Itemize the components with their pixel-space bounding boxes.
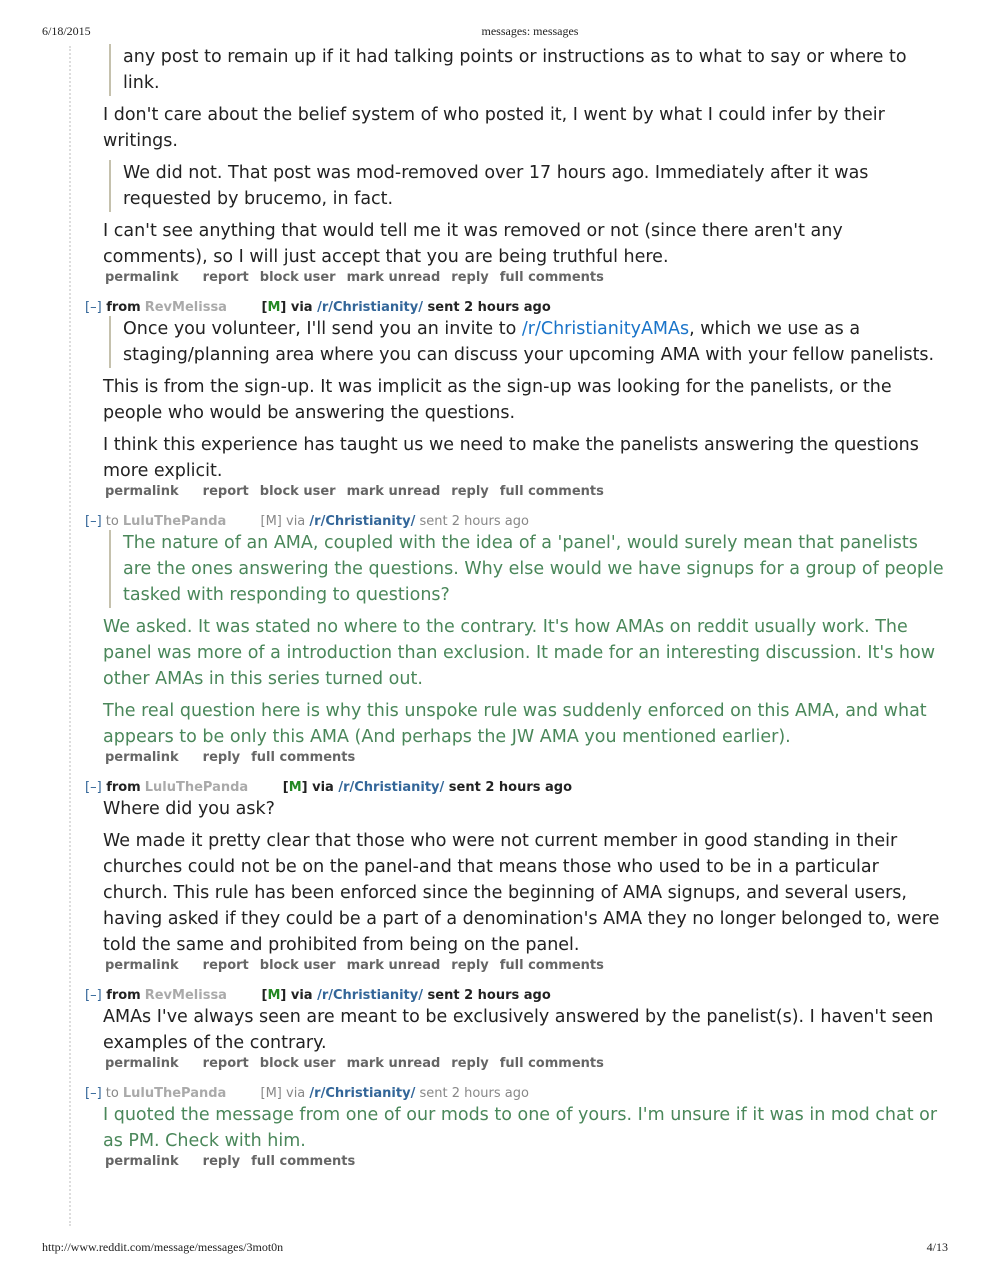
sent-time: sent 2 hours ago: [419, 1086, 529, 1101]
subreddit-link[interactable]: /r/Christianity/: [317, 988, 423, 1003]
message-actions: [105, 1056, 945, 1072]
full-comments-link[interactable]: full comments: [499, 270, 604, 285]
paragraph: AMAs I've always seen are meant to be exclusively answered by the panelist(s). I haven't seen examples of the contrary.: [103, 1007, 934, 1053]
message-header: [85, 300, 945, 316]
permalink-link[interactable]: permalink: [105, 270, 179, 285]
permalink-link[interactable]: permalink: [105, 958, 179, 973]
quote: [109, 530, 945, 608]
mod-badge: [M]: [260, 1086, 282, 1101]
sent-time: sent 2 hours ago: [427, 300, 551, 315]
subreddit-link[interactable]: /r/Christianity/: [309, 514, 416, 529]
message-body: [103, 1004, 945, 1056]
message-body: [103, 796, 945, 958]
quote: Once you volunteer, I'll send you an invite to /r/ChristianityAMAs, which we use as a staging/planning area where you can discuss your upcoming AMA with your fellow panelists.: [109, 316, 945, 368]
quote-text: We did not. That post was mod-removed over 17 hours ago. Immediately after it was requested by brucemo, in fact.: [123, 163, 869, 209]
quote-text: The nature of an AMA, coupled with the idea of a 'panel', would surely mean that panelists are the ones answering the questions. Why else would we have signups for a group of people tasked with responding to questions?: [123, 533, 944, 605]
permalink-link[interactable]: permalink: [105, 1154, 179, 1169]
page-number: 4/13: [926, 1240, 948, 1254]
paragraph: We asked. It was stated no where to the contrary. It's how AMAs on reddit usually work. The panel was more of a introduction than exclusion. It made for an interesting discussion. It's how other AMAs in this series turned out.: [103, 617, 936, 689]
message-from-revmelissa: [85, 300, 945, 500]
mod-badge: [M]: [260, 514, 282, 529]
collapse-toggle[interactable]: [–]: [85, 300, 102, 315]
report-link[interactable]: report: [202, 270, 249, 285]
via-label: via: [286, 514, 306, 529]
message-body: [103, 44, 945, 270]
message-actions: [105, 1154, 945, 1170]
report-link[interactable]: report: [202, 958, 249, 973]
block-user-link[interactable]: block user: [259, 958, 336, 973]
sent-time: sent 2 hours ago: [419, 514, 529, 529]
mark-unread-link[interactable]: mark unread: [346, 958, 441, 973]
quote: [109, 160, 945, 212]
paragraph: We made it pretty clear that those who were not current member in good standing in their churches could not be on the panel-and that means those who used to be in a particular church. This rule has been enforced since the beginning of AMA signups, and several users, having asked if they could be a part of a denomination's AMA they no longer belonged to, were told the same and prohibited from being on the panel.: [103, 831, 940, 955]
collapse-toggle[interactable]: [–]: [85, 514, 102, 529]
to-label: to: [105, 1086, 119, 1101]
via-label: via: [290, 988, 313, 1003]
paragraph: Where did you ask?: [103, 799, 275, 819]
message-actions: [105, 958, 945, 974]
author-link[interactable]: LuluThePanda: [144, 780, 249, 795]
message-actions: [105, 750, 945, 766]
mark-unread-link[interactable]: mark unread: [346, 1056, 441, 1071]
block-user-link[interactable]: block user: [259, 484, 336, 499]
collapse-toggle[interactable]: [–]: [85, 1086, 102, 1101]
full-comments-link[interactable]: full comments: [251, 750, 356, 765]
paragraph: I think this experience has taught us we need to make the panelists answering the questions more explicit.: [103, 435, 919, 481]
mark-unread-link[interactable]: mark unread: [346, 484, 441, 499]
report-link[interactable]: report: [202, 484, 249, 499]
message-continued: [85, 44, 945, 286]
message-actions: [105, 484, 945, 500]
subreddit-inline-link[interactable]: /r/ChristianityAMAs: [521, 319, 690, 339]
paragraph: I don't care about the belief system of who posted it, I went by what I could infer by their writings.: [103, 105, 885, 151]
from-label: from: [106, 988, 141, 1003]
mod-badge: [M]: [261, 300, 287, 315]
full-comments-link[interactable]: full comments: [499, 958, 604, 973]
to-label: to: [105, 514, 119, 529]
paragraph: This is from the sign-up. It was implicit as the sign-up was looking for the panelists, or the people who would be answering the questions.: [103, 377, 892, 423]
mark-unread-link[interactable]: mark unread: [346, 270, 441, 285]
collapse-toggle[interactable]: [–]: [85, 780, 102, 795]
sent-time: sent 2 hours ago: [448, 780, 573, 795]
message-header: [85, 514, 945, 530]
print-footer: [0, 1240, 990, 1256]
full-comments-link[interactable]: full comments: [499, 484, 604, 499]
full-comments-link[interactable]: full comments: [251, 1154, 356, 1169]
permalink-link[interactable]: permalink: [105, 750, 179, 765]
message-thread: [85, 44, 945, 1170]
from-label: from: [106, 300, 141, 315]
reply-link[interactable]: reply: [202, 750, 241, 765]
message-header: [85, 988, 945, 1004]
message-to-luluthepanda: [85, 514, 945, 766]
subreddit-link[interactable]: /r/Christianity/: [317, 300, 423, 315]
reply-link[interactable]: reply: [451, 484, 489, 499]
thread-rail: [69, 46, 71, 1226]
author-link[interactable]: RevMelissa: [144, 988, 227, 1003]
message-from-revmelissa: [85, 988, 945, 1072]
block-user-link[interactable]: block user: [259, 270, 336, 285]
print-url: http://www.reddit.com/message/messages/3mot0n: [42, 1240, 284, 1254]
message-body: [103, 316, 945, 484]
quote-text: any post to remain up if it had talking points or instructions as to what to say or where to link.: [123, 47, 907, 93]
message-to-luluthepanda: [85, 1086, 945, 1170]
permalink-link[interactable]: permalink: [105, 484, 179, 499]
recipient-link[interactable]: LuluThePanda: [122, 514, 227, 529]
via-label: via: [312, 780, 334, 795]
recipient-link[interactable]: LuluThePanda: [122, 1086, 227, 1101]
reply-link[interactable]: reply: [202, 1154, 241, 1169]
from-label: from: [106, 780, 141, 795]
full-comments-link[interactable]: full comments: [499, 1056, 604, 1071]
print-date: 6/18/2015: [42, 24, 91, 38]
via-label: via: [290, 300, 313, 315]
paragraph: I quoted the message from one of our mods to one of yours. I'm unsure if it was in mod chat or as PM. Check with him.: [103, 1105, 938, 1151]
message-header: [85, 1086, 945, 1102]
quote: [109, 44, 945, 96]
message-from-luluthepanda: [85, 780, 945, 974]
collapse-toggle[interactable]: [–]: [85, 988, 102, 1003]
message-header: [85, 780, 945, 796]
print-title: messages: messages: [481, 24, 579, 38]
message-actions: [105, 270, 945, 286]
print-header: [0, 24, 990, 40]
permalink-link[interactable]: permalink: [105, 1056, 179, 1071]
paragraph: I can't see anything that would tell me it was removed or not (since there aren't any comments), so I will just accept that you are being truthful here.: [103, 221, 843, 267]
block-user-link[interactable]: block user: [259, 1056, 336, 1071]
via-label: via: [286, 1086, 306, 1101]
mod-badge: [M]: [282, 780, 308, 795]
subreddit-link[interactable]: /r/Christianity/: [309, 1086, 416, 1101]
paragraph: The real question here is why this unspoke rule was suddenly enforced on this AMA, and what appears to be only this AMA (And perhaps the JW AMA you mentioned earlier).: [103, 701, 927, 747]
reply-link[interactable]: reply: [451, 1056, 489, 1071]
reply-link[interactable]: reply: [451, 270, 489, 285]
author-link[interactable]: RevMelissa: [144, 300, 227, 315]
sent-time: sent 2 hours ago: [427, 988, 551, 1003]
report-link[interactable]: report: [202, 1056, 249, 1071]
reply-link[interactable]: reply: [451, 958, 489, 973]
message-body: [103, 530, 945, 750]
mod-badge: [M]: [261, 988, 287, 1003]
message-body: [103, 1102, 945, 1154]
subreddit-link[interactable]: /r/Christianity/: [338, 780, 445, 795]
